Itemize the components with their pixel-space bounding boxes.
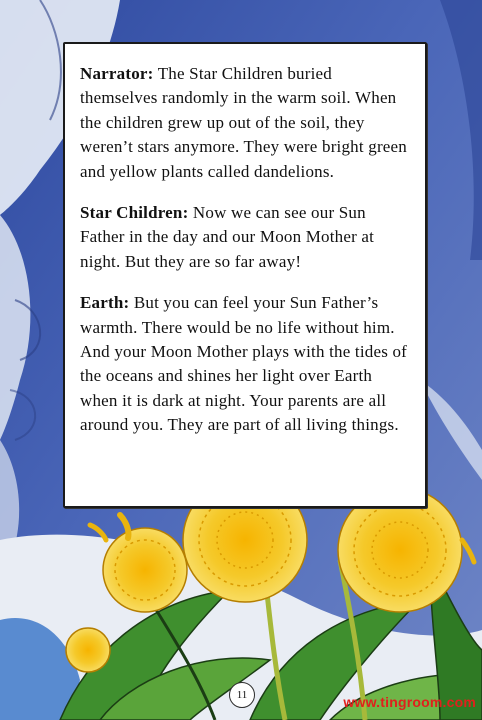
speaker-label: Star Children: xyxy=(80,203,189,223)
dandelion-flower-small xyxy=(66,628,110,672)
paragraph-narrator xyxy=(80,62,411,184)
paragraph-text: Now we can see our Sun Father in the day and our Moon Mother at night. But they are so far away! xyxy=(80,203,375,271)
paragraph-earth xyxy=(80,291,411,437)
watermark: www.tingroom.com xyxy=(343,694,476,710)
page-number: 11 xyxy=(229,682,255,708)
speaker-label: Narrator: xyxy=(80,64,154,83)
paragraph-text: The Star Children buried themselves randomly in the warm soil. When the children grew up out of the soil, they weren’t stars anymore. They were bright green and yellow plants called dandelions. xyxy=(80,64,408,181)
paragraph-star-children xyxy=(80,201,411,274)
dandelion-flower-left xyxy=(103,528,187,612)
paragraph-text: But you can feel your Sun Father’s warmth. There would be no life without him. And your Moon Mother plays with the tides of the oceans and shines her light over Earth when it is dark at night. Your parents are all around you. They are part of all living things. xyxy=(80,293,408,435)
story-text-panel xyxy=(63,42,427,508)
speaker-label: Earth: xyxy=(80,293,130,313)
